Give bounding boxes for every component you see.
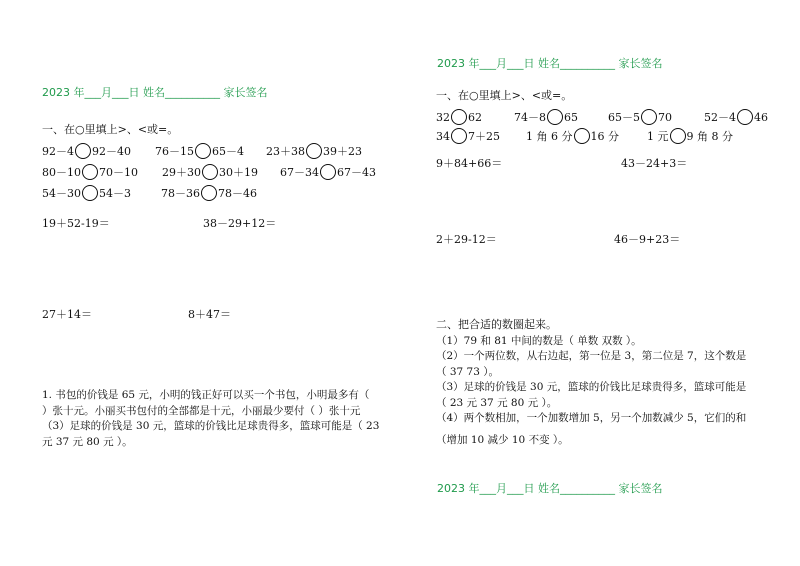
right-header-top: 2023 年___月___日 姓名__________ 家长签名 bbox=[437, 57, 663, 70]
right-section2-line-7: （增加 10 减少 10 不变 ）。 bbox=[436, 434, 569, 446]
expr: 52－4 bbox=[704, 111, 736, 124]
left-compare-row-1 bbox=[42, 143, 362, 159]
right-calc-1b: 43－24+3＝ bbox=[621, 157, 688, 170]
right-calc-1a: 9＋84+66＝ bbox=[436, 157, 503, 170]
right-section2-title: 二、把合适的数圈起来。 bbox=[436, 318, 557, 331]
expr: 67－34 bbox=[280, 166, 319, 179]
compare-circle[interactable] bbox=[320, 164, 336, 180]
expr: 67－43 bbox=[337, 166, 376, 179]
right-section2-line-3: （ 37 73 ）。 bbox=[436, 366, 499, 378]
expr: 46 bbox=[754, 110, 768, 124]
left-problem-line-4: 元 37 元 80 元 ）。 bbox=[42, 436, 133, 448]
compare-circle[interactable] bbox=[82, 164, 98, 180]
compare-circle[interactable] bbox=[306, 143, 322, 159]
expr: 65－4 bbox=[212, 145, 244, 158]
expr: 65－5 bbox=[608, 111, 640, 124]
right-section2-line-6: （4）两个数相加，一个加数增加 5，另一个加数减少 5，它们的和 bbox=[436, 412, 747, 424]
right-section2-line-2: （2）一个两位数，从右边起，第一位是 3，第二位是 7，这个数是 bbox=[436, 350, 747, 362]
left-compare-row-2 bbox=[42, 164, 376, 180]
left-calc-1a: 19＋52-19＝ bbox=[42, 217, 110, 230]
expr: 23＋38 bbox=[266, 145, 305, 158]
compare-circle[interactable] bbox=[201, 185, 217, 201]
compare-circle[interactable] bbox=[641, 109, 657, 125]
compare-circle[interactable] bbox=[451, 109, 467, 125]
right-section1-title: 一、在○里填上>、<或=。 bbox=[436, 89, 573, 102]
expr: 70 bbox=[658, 110, 672, 124]
left-compare-row-3 bbox=[42, 185, 257, 201]
expr: 92－40 bbox=[92, 145, 131, 158]
right-calc-2a: 2＋29-12＝ bbox=[436, 233, 497, 246]
expr: 92－4 bbox=[42, 145, 74, 158]
right-section2-line-4: （3）足球的价钱是 30 元，篮球的价钱比足球贵得多，篮球可能是 bbox=[436, 381, 747, 393]
left-calc-2a: 27＋14＝ bbox=[42, 308, 92, 321]
compare-circle[interactable] bbox=[195, 143, 211, 159]
right-calc-2b: 46－9+23＝ bbox=[614, 233, 681, 246]
compare-circle[interactable] bbox=[737, 109, 753, 125]
expr: 62 bbox=[468, 110, 482, 124]
left-problem-line-2: ）张十元。小丽买书包付的全部都是十元，小丽最少要付（ ）张十元 bbox=[42, 405, 361, 417]
expr: 9 角 8 分 bbox=[686, 130, 733, 143]
expr: 80－10 bbox=[42, 166, 81, 179]
expr: 7＋25 bbox=[468, 130, 500, 143]
expr: 54－30 bbox=[42, 187, 81, 200]
left-calc-1b: 38－29+12＝ bbox=[203, 217, 277, 230]
compare-circle[interactable] bbox=[547, 109, 563, 125]
left-section1-title: 一、在○里填上>、<或=。 bbox=[42, 123, 179, 136]
left-calc-2b: 8＋47＝ bbox=[188, 308, 231, 321]
compare-circle[interactable] bbox=[202, 164, 218, 180]
expr: 78－46 bbox=[218, 187, 257, 200]
right-header-bottom: 2023 年___月___日 姓名__________ 家长签名 bbox=[437, 482, 663, 495]
right-compare-row-2 bbox=[436, 128, 733, 144]
expr: 1 元 bbox=[647, 130, 669, 143]
expr: 16 分 bbox=[590, 130, 619, 143]
left-problem-line-1: 1. 书包的价钱是 65 元，小明的钱正好可以买一个书包，小明最多有（ bbox=[42, 389, 370, 401]
expr: 34 bbox=[436, 129, 450, 143]
compare-circle[interactable] bbox=[670, 128, 686, 144]
expr: 1 角 6 分 bbox=[526, 130, 573, 143]
compare-circle[interactable] bbox=[574, 128, 590, 144]
compare-circle[interactable] bbox=[75, 143, 91, 159]
right-section2-line-5: （ 23 元 37 元 80 元 ）。 bbox=[436, 397, 558, 409]
compare-circle[interactable] bbox=[82, 185, 98, 201]
expr: 78－36 bbox=[161, 187, 200, 200]
expr: 29＋30 bbox=[162, 166, 201, 179]
right-compare-row-1 bbox=[436, 109, 768, 125]
expr: 54－3 bbox=[99, 187, 131, 200]
right-section2-line-1: （1）79 和 81 中间的数是（ 单数 双数 ）。 bbox=[436, 335, 642, 347]
expr: 65 bbox=[564, 110, 578, 124]
left-header: 2023 年___月___日 姓名__________ 家长签名 bbox=[42, 86, 268, 99]
left-problem-line-3: （3）足球的价钱是 30 元，篮球的价钱比足球贵得多，篮球可能是（ 23 bbox=[42, 420, 380, 432]
expr: 76－15 bbox=[155, 145, 194, 158]
expr: 32 bbox=[436, 110, 450, 124]
expr: 39＋23 bbox=[323, 145, 362, 158]
expr: 74－8 bbox=[514, 111, 546, 124]
expr: 30＋19 bbox=[219, 166, 258, 179]
expr: 70－10 bbox=[99, 166, 138, 179]
compare-circle[interactable] bbox=[451, 128, 467, 144]
